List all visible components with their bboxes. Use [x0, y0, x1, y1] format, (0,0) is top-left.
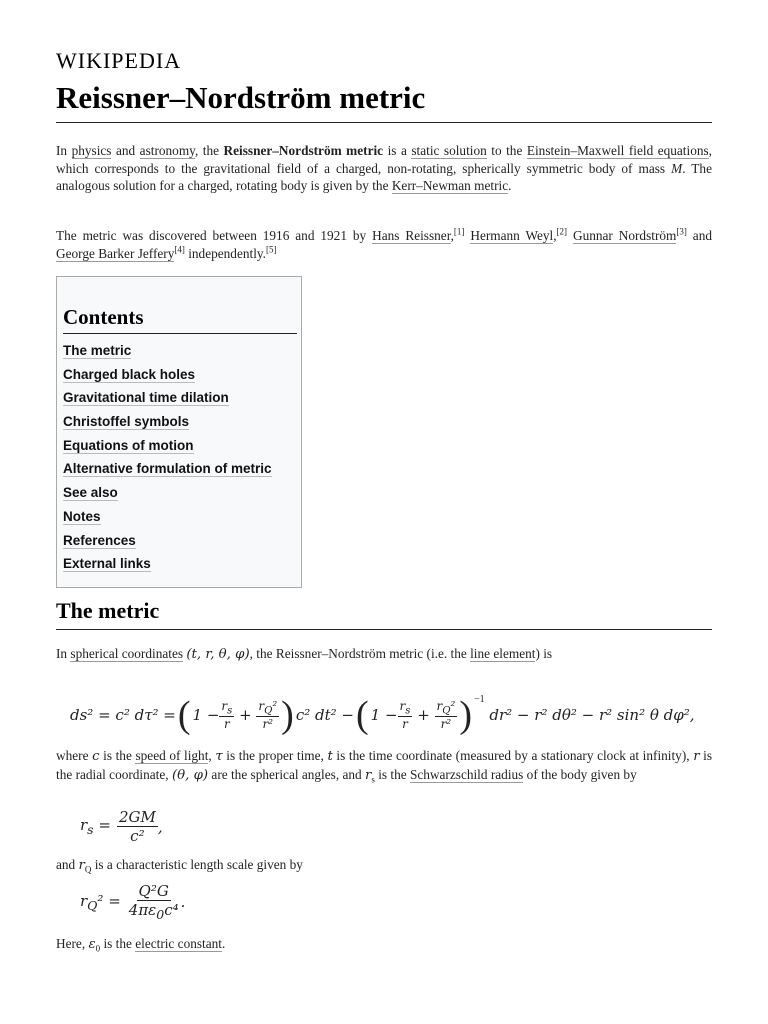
math-symbol: t [327, 749, 333, 764]
text-run: is the radial coordinate, [56, 748, 713, 782]
text-run: to the [486, 143, 527, 158]
text-run: , the [194, 143, 224, 158]
section-paragraph-2 [56, 747, 712, 789]
page-title: Reissner–Nordström metric [56, 80, 712, 123]
text-run: ) is [535, 646, 553, 661]
text-run: The metric was discovered between 1916 and 1921 by [56, 228, 373, 243]
text-run: 0 [95, 943, 101, 954]
toc-item-label: References [63, 532, 136, 548]
section-paragraph-1 [56, 645, 712, 664]
math-symbol: τ [215, 749, 223, 764]
intro-paragraph-2 [56, 227, 712, 262]
section-paragraph-4 [56, 935, 712, 958]
text-run: is a [383, 143, 412, 158]
toc-item-label: Gravitational time dilation [63, 390, 229, 406]
toc-item[interactable] [63, 437, 295, 461]
citation-ref[interactable]: [3] [676, 226, 687, 237]
citation-ref[interactable]: [1] [453, 226, 465, 237]
toc-item[interactable] [63, 508, 295, 532]
text-run: and [111, 143, 140, 158]
text-run: and [686, 228, 712, 243]
citation-ref[interactable]: [2] [556, 226, 568, 237]
inline-link[interactable]: George Barker Jeffery [56, 245, 175, 261]
text-run: In [56, 143, 72, 158]
logo-text: WIKIPEDIA [56, 48, 182, 73]
inline-link[interactable]: Hermann Weyl [470, 228, 554, 243]
math-symbol: r [365, 767, 372, 783]
toc-item[interactable] [63, 413, 295, 437]
section-heading: The metric [56, 598, 712, 630]
toc-item[interactable] [63, 532, 295, 556]
text-run: . The analogous solution for a charged, rotating body is given by the [56, 160, 712, 193]
math-symbol: ε [88, 937, 96, 952]
inline-link[interactable]: astronomy [139, 143, 195, 158]
text-run: is the time coordinate (measured by a stationary clock at infinity), [332, 748, 694, 763]
text-run: is the [99, 748, 136, 763]
inline-link[interactable]: Hans Reissner [372, 228, 451, 243]
inline-link[interactable]: physics [71, 143, 112, 158]
toc-list [63, 342, 295, 579]
text-run: , [553, 228, 557, 243]
toc-item-label: See also [63, 485, 118, 501]
table-of-contents [56, 276, 302, 588]
text-run: , [208, 748, 216, 763]
intro-paragraph-1 [56, 142, 712, 195]
text-run: of the body given by [523, 766, 637, 782]
metric-equation: ds² = c² dτ² = ( 1 − $\frac{r_s}{r}$ + $\frac{r_Q^2}{\text{r²}}$ ) c² dt² − ( 1 − $\frac{r_s}{r}$ + $\frac{r_Q^2}{\text{r²}}$ ) $^{-1}$ dr² − r² dθ² − r² sin² θ dφ², [70, 693, 695, 736]
citation-ref[interactable]: [5] [266, 244, 277, 255]
toc-item[interactable] [63, 366, 295, 390]
toc-item-label: Alternative formulation of metric [63, 461, 272, 477]
inline-link[interactable]: Einstein–Maxwell field equations [526, 143, 709, 158]
text-run: . [508, 178, 512, 193]
toc-item-label: External links [63, 556, 151, 572]
text-run: where [56, 748, 93, 763]
wikipedia-logo[interactable] [56, 48, 181, 74]
text-run: Q [84, 864, 92, 875]
text-run: s [371, 774, 375, 785]
inline-link[interactable]: speed of light [135, 748, 209, 763]
toc-item-label: Equations of motion [63, 437, 194, 453]
charge-length-equation: $r_Q^2$ = $\frac{\text{Q²G}}{4\pi\varepsilon_0c^4}$ . [80, 882, 186, 922]
inline-link[interactable]: Gunnar Nordström [572, 228, 677, 243]
toc-item[interactable] [63, 484, 295, 508]
text-run: M [671, 160, 683, 176]
text-run: , which corresponds to the gravitational field of a charged, non-rotating, spherically symmetric body of mass [56, 143, 712, 176]
citation-ref[interactable]: [4] [174, 244, 185, 255]
toc-item[interactable] [63, 555, 295, 579]
inline-link[interactable]: electric constant [135, 936, 222, 951]
inline-link[interactable]: Kerr–Newman metric [391, 178, 509, 193]
text-run: independently. [184, 245, 267, 261]
text-run: is the [374, 766, 410, 782]
text-run: is a characteristic length scale given by [91, 857, 303, 872]
toc-item[interactable] [63, 342, 295, 366]
toc-item-label: The metric [63, 343, 132, 358]
text-run: , the Reissner–Nordström metric (i.e. the [249, 646, 471, 661]
inline-link[interactable]: line element [470, 646, 536, 661]
toc-item[interactable] [63, 389, 295, 413]
math-symbol: (t, r, θ, φ) [186, 647, 250, 662]
text-run: is the [100, 936, 136, 951]
toc-item[interactable] [63, 460, 295, 484]
text-run: Here, [56, 936, 89, 951]
math-symbol: (θ, φ) [171, 767, 209, 783]
inline-link[interactable]: static solution [411, 143, 487, 158]
section-paragraph-3 [56, 856, 712, 879]
text-run: In [56, 646, 71, 661]
toc-item-label: Notes [63, 508, 101, 524]
schwarzschild-radius-equation: $r_s$ = $\frac{2GM}{\text{c²}}$ , [80, 808, 163, 845]
math-symbol: r [693, 749, 700, 764]
text-run: , [450, 228, 454, 243]
text-run: and [56, 857, 79, 872]
toc-title: Contents [63, 305, 297, 334]
inline-link[interactable]: Schwarzschild radius [409, 766, 524, 782]
text-run: are the spherical angles, and [208, 766, 366, 782]
text-run: is the proper time, [222, 748, 328, 763]
math-symbol: r [78, 858, 85, 873]
inline-link[interactable]: spherical coordinates [70, 646, 184, 661]
toc-item-label: Charged black holes [63, 366, 196, 382]
math-symbol: c [92, 749, 100, 764]
toc-item-label: Christoffel symbols [63, 414, 190, 430]
text-run: Reissner–Nordström metric [223, 143, 384, 158]
text-run: . [221, 936, 226, 951]
